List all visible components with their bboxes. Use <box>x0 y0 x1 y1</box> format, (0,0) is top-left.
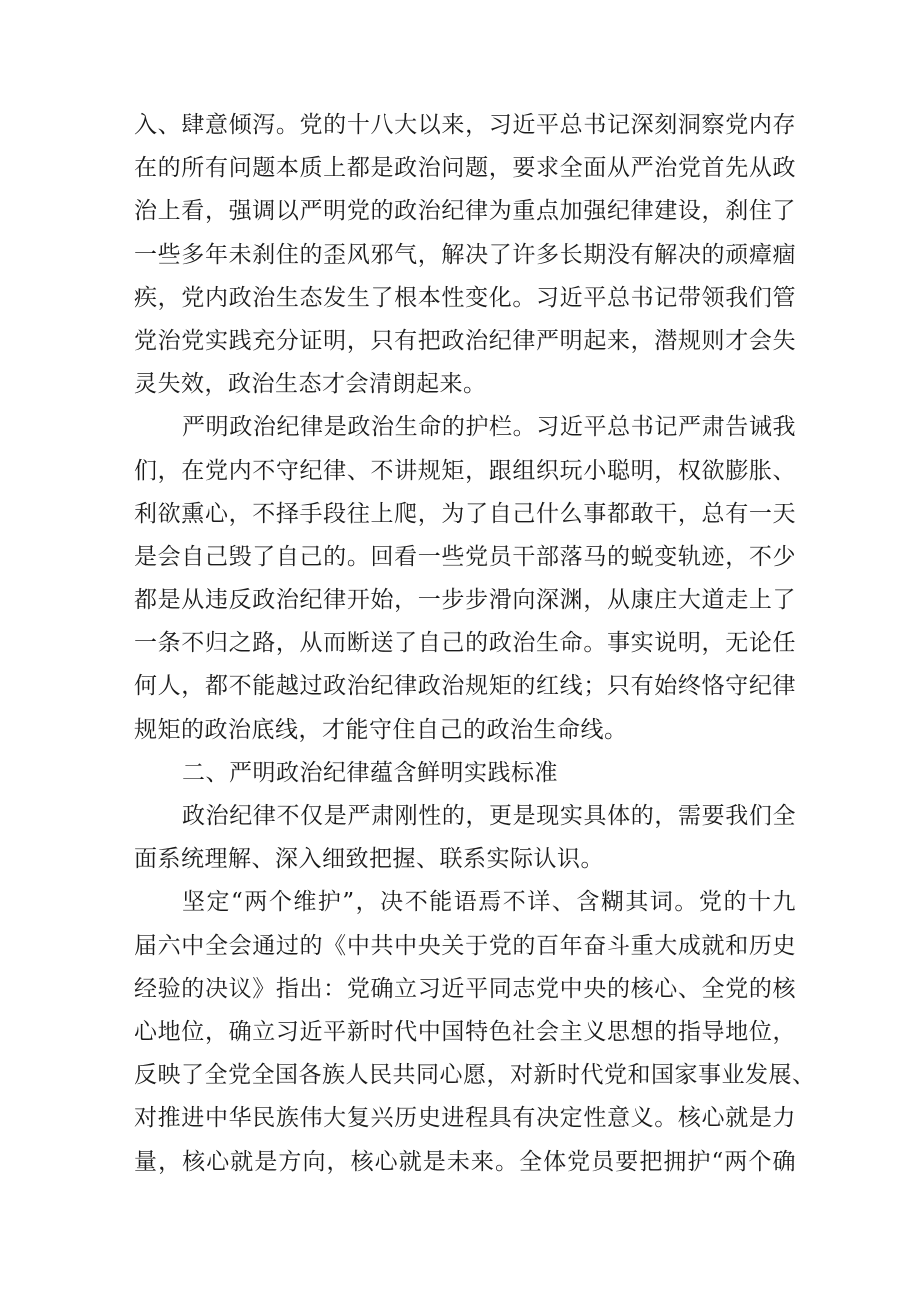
text-line: 严明政治纪律是政治生命的护栏。习近平总书记严肃告诫我 <box>182 414 796 441</box>
text-line: 们，在党内不守纪律、不讲规矩，跟组织玩小聪明，权欲膨胀、 <box>134 457 796 484</box>
text-line: 都是从违反政治纪律开始，一步步滑向深渊，从康庄大道走上了 <box>134 587 796 614</box>
document-page <box>134 104 816 1184</box>
text-line: 是会自己毁了自己的。回看一些党员干部落马的蜕变轨迹，不少 <box>134 543 796 570</box>
text-line: 坚定“两个维护”，决不能语焉不详、含糊其词。党的十九 <box>182 889 796 916</box>
text-line: 灵失效，政治生态才会清朗起来。 <box>134 371 487 398</box>
text-line: 何人，都不能越过政治纪律政治规矩的红线；只有始终恪守纪律 <box>134 673 796 700</box>
paragraph <box>134 881 816 1183</box>
text-line: 经验的决议》指出：党确立习近平同志党中央的核心、全党的核 <box>134 975 796 1002</box>
text-line: 利欲熏心，不择手段往上爬，为了自己什么事都敢干，总有一天 <box>134 500 796 527</box>
text-line: 面系统理解、深入细致把握、联系实际认识。 <box>134 846 604 873</box>
paragraph <box>134 406 796 752</box>
text-line: 治上看，强调以严明党的政治纪律为重点加强纪律建设，刹住了 <box>134 198 796 225</box>
text-line: 心地位，确立习近平新时代中国特色社会主义思想的指导地位， <box>134 1018 796 1045</box>
text-line: 反映了全党全国各族人民共同心愿，对新时代党和国家事业发展、 <box>134 1062 816 1089</box>
text-line: 政治纪律不仅是严肃刚性的，更是现实具体的，需要我们全 <box>182 803 796 829</box>
text-line: 规矩的政治底线，才能守住自己的政治生命线。 <box>134 716 628 743</box>
paragraph <box>134 795 796 881</box>
section-heading <box>134 752 796 795</box>
text-line: 量，核心就是方向，核心就是未来。全体党员要把拥护“两个确 <box>134 1148 796 1175</box>
text-line: 一些多年未刹住的歪风邪气，解决了许多长期没有解决的顽瘴痼 <box>134 241 796 268</box>
text-line: 党治党实践充分证明，只有把政治纪律严明起来，潜规则才会失 <box>134 327 796 354</box>
heading-text: 二、严明政治纪律蕴含鲜明实践标准 <box>182 759 558 786</box>
text-line: 疾，党内政治生态发生了根本性变化。习近平总书记带领我们管 <box>134 284 796 311</box>
text-line: 在的所有问题本质上都是政治问题，要求全面从严治党首先从政 <box>134 155 796 182</box>
text-line: 届六中全会通过的《中共中央关于党的百年奋斗重大成就和历史 <box>134 932 796 959</box>
text-line: 一条不归之路，从而断送了自己的政治生命。事实说明，无论任 <box>134 630 796 657</box>
text-line: 入、肆意倾泻。党的十八大以来，习近平总书记深刻洞察党内存 <box>134 112 796 138</box>
paragraph <box>134 104 796 406</box>
text-line: 对推进中华民族伟大复兴历史进程具有决定性意义。核心就是力 <box>134 1105 796 1132</box>
